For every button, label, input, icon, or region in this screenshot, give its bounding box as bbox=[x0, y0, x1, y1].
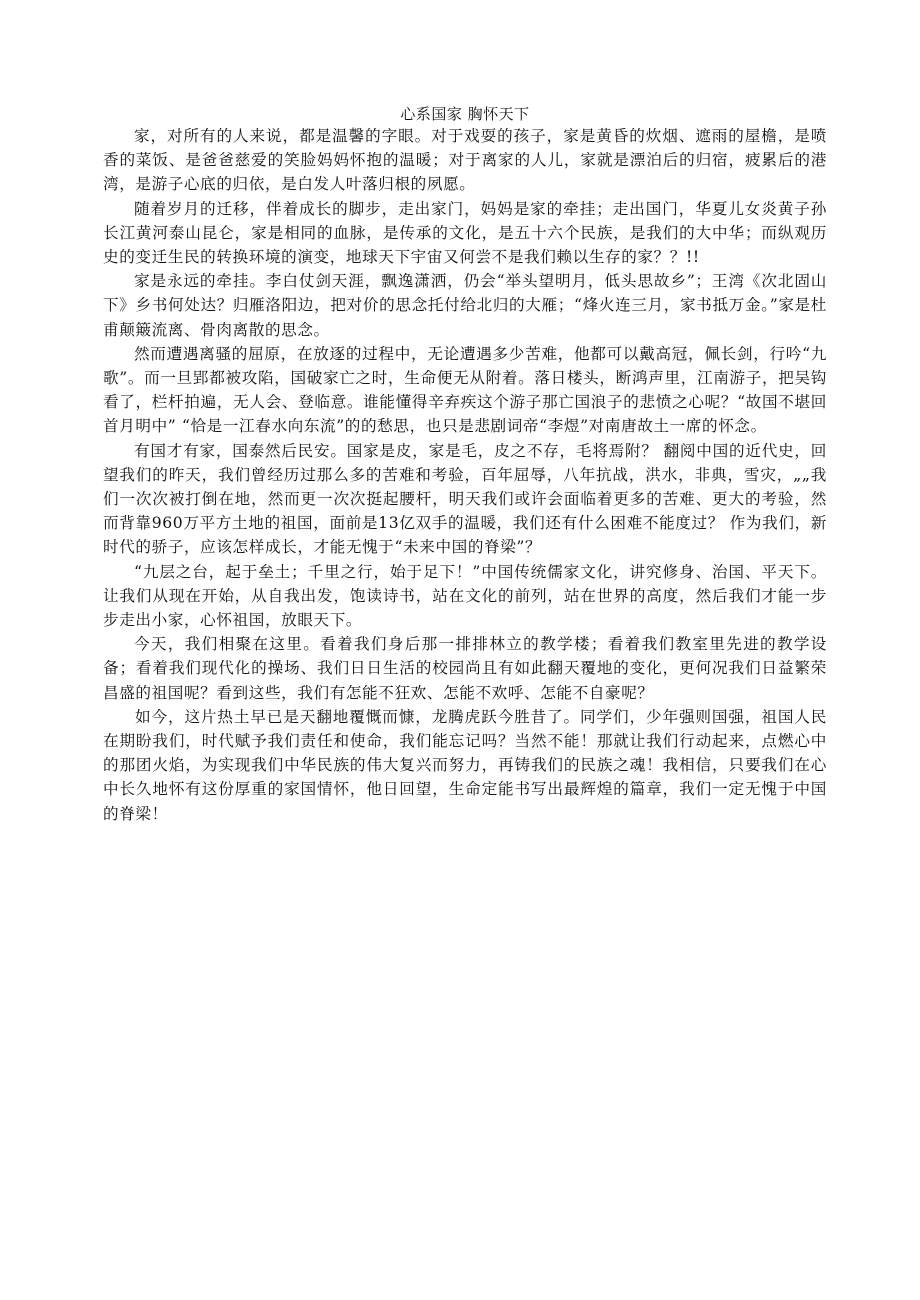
paragraph-6: “九层之台，起于垒土；千里之行，始于足下！”中国传统儒家文化，讲究修身、治国、平天下。让我们从现在开始，从自我出发，饱读诗书，站在文化的前列，站在世界的高度，然后我们才能一步步走出小家，心怀祖国，放眼天下。 bbox=[103, 562, 827, 630]
paragraph-4: 然而遭遇离骚的屈原，在放逐的过程中，无论遭遇多少苦难，他都可以戴高冠，佩长剑，行吟“九歌”。而一旦郢都被攻陷，国破家亡之时，生命便无从附着。落日楼头，断鸿声里，江南游子，把吴钩看了，栏杆拍遍，无人会、登临意。谁能懂得辛弃疾这个游子那亡国浪子的悲愤之心呢？“故国不堪回首月明中” “恰是一江春水向东流”的的愁思，也只是悲剧词帝“李煜”对南唐故土一席的怀念。 bbox=[103, 344, 827, 436]
paragraph-1: 家，对所有的人来说，都是温馨的字眼。对于戏耍的孩子，家是黄昏的炊烟、遮雨的屋檐，是喷香的菜饭、是爸爸慈爱的笑脸妈妈怀抱的温暖；对于离家的人儿，家就是漂泊后的归宿，疲累后的港湾，是游子心底的归依，是白发人叶落归根的夙愿。 bbox=[103, 127, 827, 194]
paragraph-7: 今天，我们相聚在这里。看着我们身后那一排排林立的教学楼；看着我们教室里先进的教学设备；看着我们现代化的操场、我们日日生活的校园尚且有如此翻天覆地的变化，更何况我们日益繁荣昌盛的祖国呢？看到这些，我们有怎能不狂欢、怎能不欢呼、怎能不自豪呢？ bbox=[103, 635, 827, 702]
document-title: 心系国家 胸怀天下 bbox=[400, 105, 530, 123]
paragraph-5: 有国才有家，国泰然后民安。国家是皮，家是毛，皮之不存，毛将焉附？ 翻阅中国的近代史，回望我们的昨天，我们曾经历过那么多的苦难和考验，百年屈辱，八年抗战，洪水，非典，雪灾，„„我们一次次被打倒在地，然而更一次次挺起腰杆，明天我们或许会面临着更多的苦难、更大的考验，然而背靠960万平方土地的祖国，面前是13亿双手的温暖，我们还有什么困难不能度过？ 作为我们，新时代的骄子，应该怎样成长，才能无愧于“未来中国的脊梁”？ bbox=[103, 441, 827, 557]
paragraph-8: 如今，这片热土早已是天翻地覆慨而慷，龙腾虎跃今胜昔了。同学们，少年强则国强，祖国人民在期盼我们，时代赋予我们责任和使命，我们能忘记吗？当然不能！那就让我们行动起来，点燃心中的那团火焰，为实现我们中华民族的伟大复兴而努力，再铸我们的民族之魂！我相信，只要我们在心中长久地怀有这份厚重的家国情怀，他日回望，生命定能书写出最辉煌的篇章，我们一定无愧于中国的脊梁！ bbox=[103, 707, 827, 823]
paragraph-3: 家是永远的牵挂。李白仗剑天涯，飘逸潇洒，仍会“举头望明月，低头思故乡”；王湾《次北固山下》乡书何处达？归雁洛阳边，把对价的思念托付给北归的大雁；“烽火连三月，家书抵万金。”家是杜甫颠簸流离、骨肉离散的思念。 bbox=[103, 272, 827, 339]
document-page bbox=[103, 104, 827, 826]
paragraph-2: 随着岁月的迁移，伴着成长的脚步，走出家门，妈妈是家的牵挂；走出国门，华夏儿女炎黄子孙长江黄河泰山昆仑，家是相同的血脉，是传承的文化，是五十六个民族，是我们的大中华；而纵观历史的变迁生民的转换环境的演变，地球天下宇宙又何尝不是我们赖以生存的家？？!! bbox=[103, 199, 827, 267]
